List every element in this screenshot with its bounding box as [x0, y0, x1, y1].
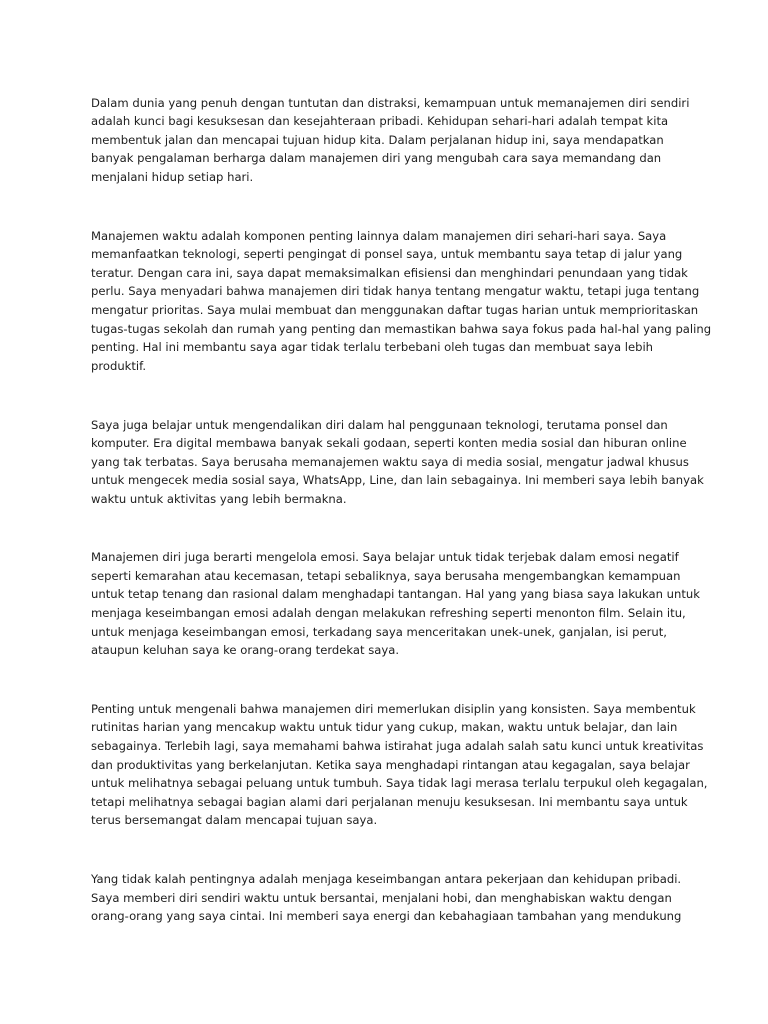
- text-line: terus bersemangat dalam mencapai tujuan saya.: [91, 813, 378, 827]
- text-line: dan produktivitas yang berkelanjutan. Ketika saya menghadapi rintangan atau kegagalan, saya belajar: [91, 758, 690, 772]
- text-line: menjaga keseimbangan emosi adalah dengan melakukan refreshing seperti menonton film. Selain itu,: [91, 606, 686, 620]
- text-line: rutinitas harian yang mencakup waktu untuk tidur yang cukup, makan, waktu untuk belajar, dan lain: [91, 720, 678, 734]
- text-line: Penting untuk mengenali bahwa manajemen diri memerlukan disiplin yang konsisten. Saya membentuk: [91, 702, 696, 716]
- text-line: Saya juga belajar untuk mengendalikan diri dalam hal penggunaan teknologi, terutama ponsel dan: [91, 418, 668, 432]
- text-line: Manajemen diri juga berarti mengelola emosi. Saya belajar untuk tidak terjebak dalam emosi negatif: [91, 550, 679, 564]
- text-line: perlu. Saya menyadari bahwa manajemen diri tidak hanya tentang mengatur waktu, tetapi juga tentang: [91, 284, 700, 298]
- text-line: adalah kunci bagi kesuksesan dan kesejahteraan pribadi. Kehidupan sehari-hari adalah tempat kita: [91, 114, 669, 128]
- text-line: teratur. Dengan cara ini, saya dapat memaksimalkan efisiensi dan menghindari penundaan yang tidak: [91, 266, 688, 280]
- text-line: waktu untuk aktivitas yang lebih bermakna.: [91, 492, 347, 506]
- text-line: orang-orang yang saya cintai. Ini memberi saya energi dan kebahagiaan tambahan yang mendukung: [91, 909, 682, 923]
- text-line: memanfaatkan teknologi, seperti pengingat di ponsel saya, untuk membantu saya tetap di jalur yang: [91, 247, 683, 261]
- text-line: sebagainya. Terlebih lagi, saya memahami bahwa istirahat juga adalah salah satu kunci untuk kreativitas: [91, 739, 704, 753]
- text-line: Saya memberi diri sendiri waktu untuk bersantai, menjalani hobi, dan menghabiskan waktu dengan: [91, 891, 672, 905]
- text-line: untuk melihatnya sebagai peluang untuk tumbuh. Saya tidak lagi merasa terlalu terpukul oleh kegagalan,: [91, 776, 708, 790]
- text-line: penting. Hal ini membantu saya agar tidak terlalu terbebani oleh tugas dan membuat saya lebih: [91, 340, 654, 354]
- text-line: ataupun keluhan saya ke orang-orang terdekat saya.: [91, 643, 400, 657]
- text-line: seperti kemarahan atau kecemasan, tetapi sebaliknya, saya berusaha mengembangkan kemampuan: [91, 569, 681, 583]
- text-line: tetapi melihatnya sebagai bagian alami dari perjalanan menuju kesuksesan. Ini membantu saya untuk: [91, 795, 688, 809]
- text-line: Dalam dunia yang penuh dengan tuntutan dan distraksi, kemampuan untuk memanajemen diri sendiri: [91, 96, 690, 110]
- text-line: menjalani hidup setiap hari.: [91, 170, 254, 184]
- text-line: untuk mengecek media sosial saya, WhatsApp, Line, dan lain sebagainya. Ini memberi saya lebih banyak: [91, 473, 704, 487]
- text-line: tugas-tugas sekolah dan rumah yang penting dan memastikan bahwa saya fokus pada hal-hal yang paling: [91, 322, 712, 336]
- text-line: banyak pengalaman berharga dalam manajemen diri yang mengubah cara saya memandang dan: [91, 151, 662, 165]
- text-line: untuk menjaga keseimbangan emosi, terkadang saya menceritakan unek-unek, ganjalan, isi perut,: [91, 625, 667, 639]
- text-line: Manajemen waktu adalah komponen penting lainnya dalam manajemen diri sehari-hari saya. Saya: [91, 229, 667, 243]
- text-line: Yang tidak kalah pentingnya adalah menjaga keseimbangan antara pekerjaan dan kehidupan pribadi.: [91, 872, 682, 886]
- text-line: yang tak terbatas. Saya berusaha memanajemen waktu saya di media sosial, mengatur jadwal khusus: [91, 455, 689, 469]
- text-line: membentuk jalan dan mencapai tujuan hidup kita. Dalam perjalanan hidup ini, saya mendapatkan: [91, 133, 664, 147]
- text-line: produktif.: [91, 359, 147, 373]
- text-line: untuk tetap tenang dan rasional dalam menghadapi tantangan. Hal yang yang biasa saya lakukan untuk: [91, 587, 700, 601]
- text-line: mengatur prioritas. Saya mulai membuat dan menggunakan daftar tugas harian untuk memprioritaskan: [91, 303, 699, 317]
- text-line: komputer. Era digital membawa banyak sekali godaan, seperti konten media sosial dan hiburan online: [91, 436, 687, 450]
